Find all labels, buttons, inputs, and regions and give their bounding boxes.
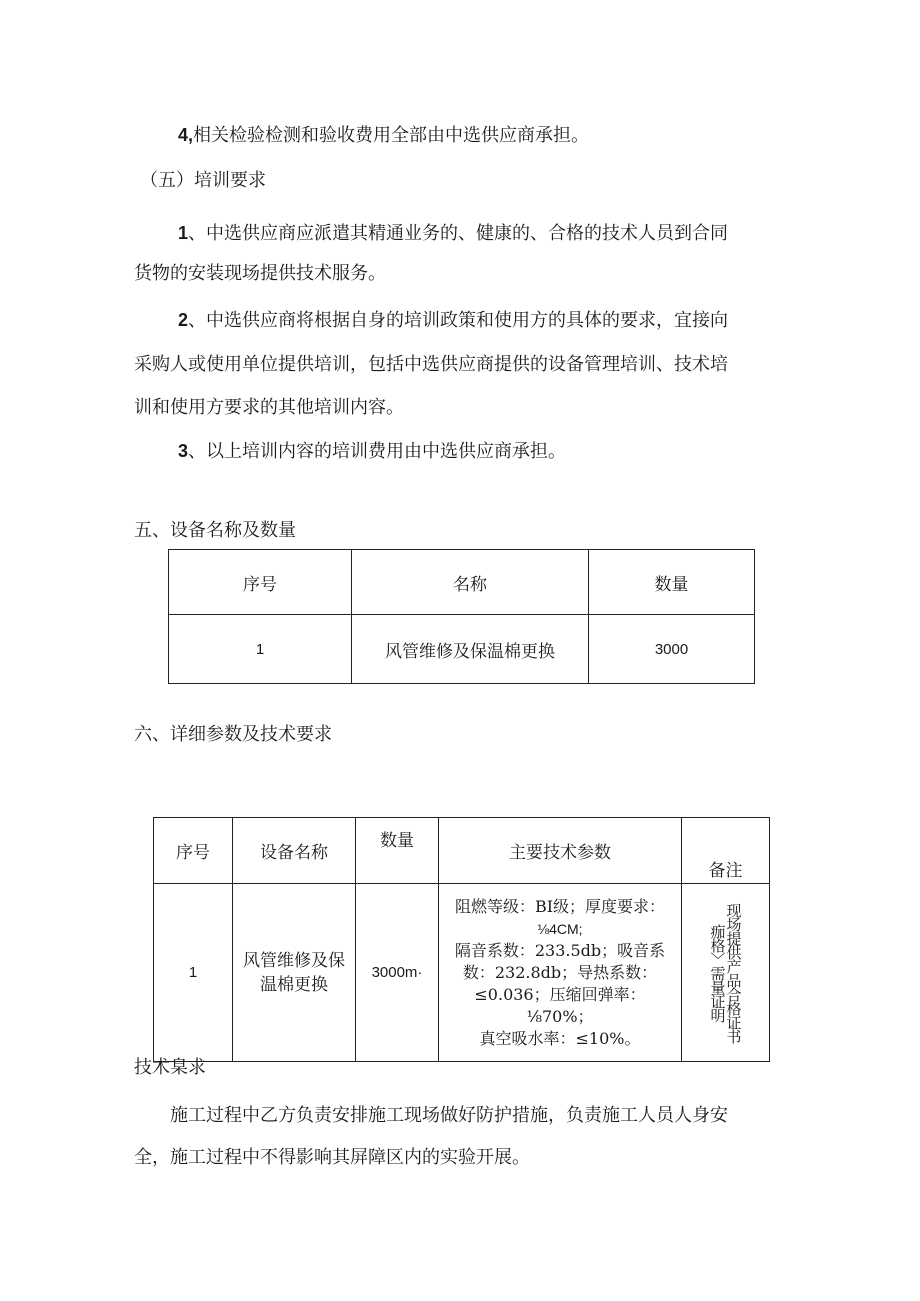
header-quantity: 数量 xyxy=(356,818,439,884)
cell-index: 1 xyxy=(169,615,352,684)
tech-heading: 技术臬求 xyxy=(134,1057,206,1078)
training-item-3-number: 3 xyxy=(178,441,189,461)
tech-text-line-2: 全，施工过程中不得影响其屏障区内的实验开展。 xyxy=(134,1147,530,1168)
cell-device-name: 风管维修及保 温棉更换 xyxy=(233,884,356,1062)
training-item-1-line-2: 货物的安装现场提供技术服务。 xyxy=(134,263,386,284)
item-4-text: 相关检验检测和验收费用全部由中选供应商承担。 xyxy=(193,125,590,146)
training-heading: （五）培训要求 xyxy=(140,170,266,191)
equipment-quantity-table xyxy=(168,549,755,684)
cell-quantity: 3000m· xyxy=(356,884,439,1062)
training-item-2-line-2: 采购人或使用单位提供培训，包括中选供应商提供的设备管理培训、技术培 xyxy=(134,354,728,375)
training-item-1-line-1: 1、中选供应商应派遣其精通业务的、健康的、合格的技术人员到合同 xyxy=(178,223,729,244)
header-device-name: 设备名称 xyxy=(233,818,356,884)
training-item-3: 3、以上培训内容的培训费用由中选供应商承担。 xyxy=(178,441,567,462)
training-item-2-line-1: 2、中选供应商将根据自身的培训政策和使用方的具体的要求，宜接向 xyxy=(178,310,729,331)
technical-parameters-table xyxy=(153,817,770,1062)
item-4 xyxy=(178,121,589,147)
table-row xyxy=(154,884,770,1062)
cell-main-params: 阻燃等级：BI级；厚度要求： ⅛4CM; 隔音系数：233.5db；吸音系 数：232.8db；导热系数： ≤0.036；压缩回弹率：⅛70%； 真空吸水率：≤10%。 xyxy=(439,884,682,1062)
section-5-heading: 五、设备名称及数量 xyxy=(134,520,296,541)
header-quantity: 数量 xyxy=(589,550,755,615)
cell-remarks: 现场提供产品合格证书 痂格〉需量证明 xyxy=(682,884,770,1062)
table-row xyxy=(169,615,755,684)
section-6-heading: 六、详细参数及技术要求 xyxy=(134,724,332,745)
header-index: 序号 xyxy=(154,818,233,884)
header-main-params: 主要技术参数 xyxy=(439,818,682,884)
cell-quantity: 3000 xyxy=(589,615,755,684)
item-4-number: 4, xyxy=(178,125,194,145)
training-item-1-number: 1 xyxy=(178,223,189,243)
cell-index: 1 xyxy=(154,884,233,1062)
table-header-row xyxy=(169,550,755,615)
training-item-2-line-3: 训和使用方要求的其他培训内容。 xyxy=(134,397,404,418)
table-header-row xyxy=(154,818,770,884)
cell-name: 风管维修及保温棉更换 xyxy=(352,615,589,684)
header-name: 名称 xyxy=(352,550,589,615)
training-item-2-number: 2 xyxy=(178,310,189,330)
header-index: 序号 xyxy=(169,550,352,615)
header-remarks: 备注 xyxy=(682,818,770,884)
tech-text-line-1: 施工过程中乙方负责安排施工现场做好防护措施，负责施工人员人身安 xyxy=(170,1105,728,1126)
